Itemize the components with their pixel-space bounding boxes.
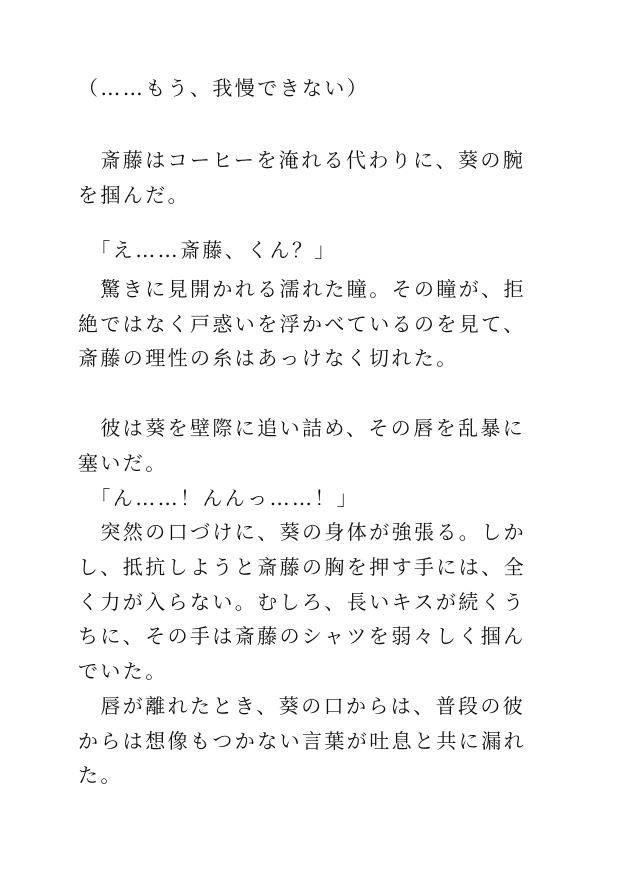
paragraph-1-line-2: を掴んだ。: [78, 183, 190, 207]
paragraph-2-line-3: 斎藤の理性の糸はあっけなく切れた。: [78, 346, 459, 370]
paragraph-5-line-2: からは想像もつかない言葉が吐息と共に漏れ: [78, 729, 526, 753]
paragraph-5-line-1: 唇が離れたとき、葵の口からは、普段の彼: [78, 694, 526, 718]
inner-thought-line: （……もう、我慢できない）: [78, 76, 370, 100]
paragraph-4-line-1: 突然の口づけに、葵の身体が強張る。しか: [78, 520, 526, 544]
paragraph-4-line-5: でいた。: [78, 659, 168, 683]
paragraph-4-line-3: く力が入らない。むしろ、長いキスが続くう: [78, 590, 526, 614]
paragraph-4-line-4: ちに、その手は斎藤のシャツを弱々しく掴ん: [78, 624, 526, 648]
dialogue-line-2: 「ん……！んんっ……！」: [78, 486, 360, 510]
dialogue-line-1: 「え……斎藤、くん？」: [78, 238, 337, 262]
paragraph-5-line-3: た。: [78, 763, 123, 787]
paragraph-2-line-2: 絶ではなく戸惑いを浮かべているのを見て、: [78, 312, 526, 336]
paragraph-1-line-1: 斎藤はコーヒーを淹れる代わりに、葵の腕: [78, 148, 526, 172]
paragraph-2-line-1: 驚きに見開かれる濡れた瞳。その瞳が、拒: [78, 277, 526, 301]
paragraph-4-line-2: し、抵抗しようと斎藤の胸を押す手には、全: [78, 555, 526, 579]
paragraph-3-line-1: 彼は葵を壁際に追い詰め、その唇を乱暴に: [78, 416, 526, 440]
paragraph-3-line-2: 塞いだ。: [78, 451, 168, 475]
